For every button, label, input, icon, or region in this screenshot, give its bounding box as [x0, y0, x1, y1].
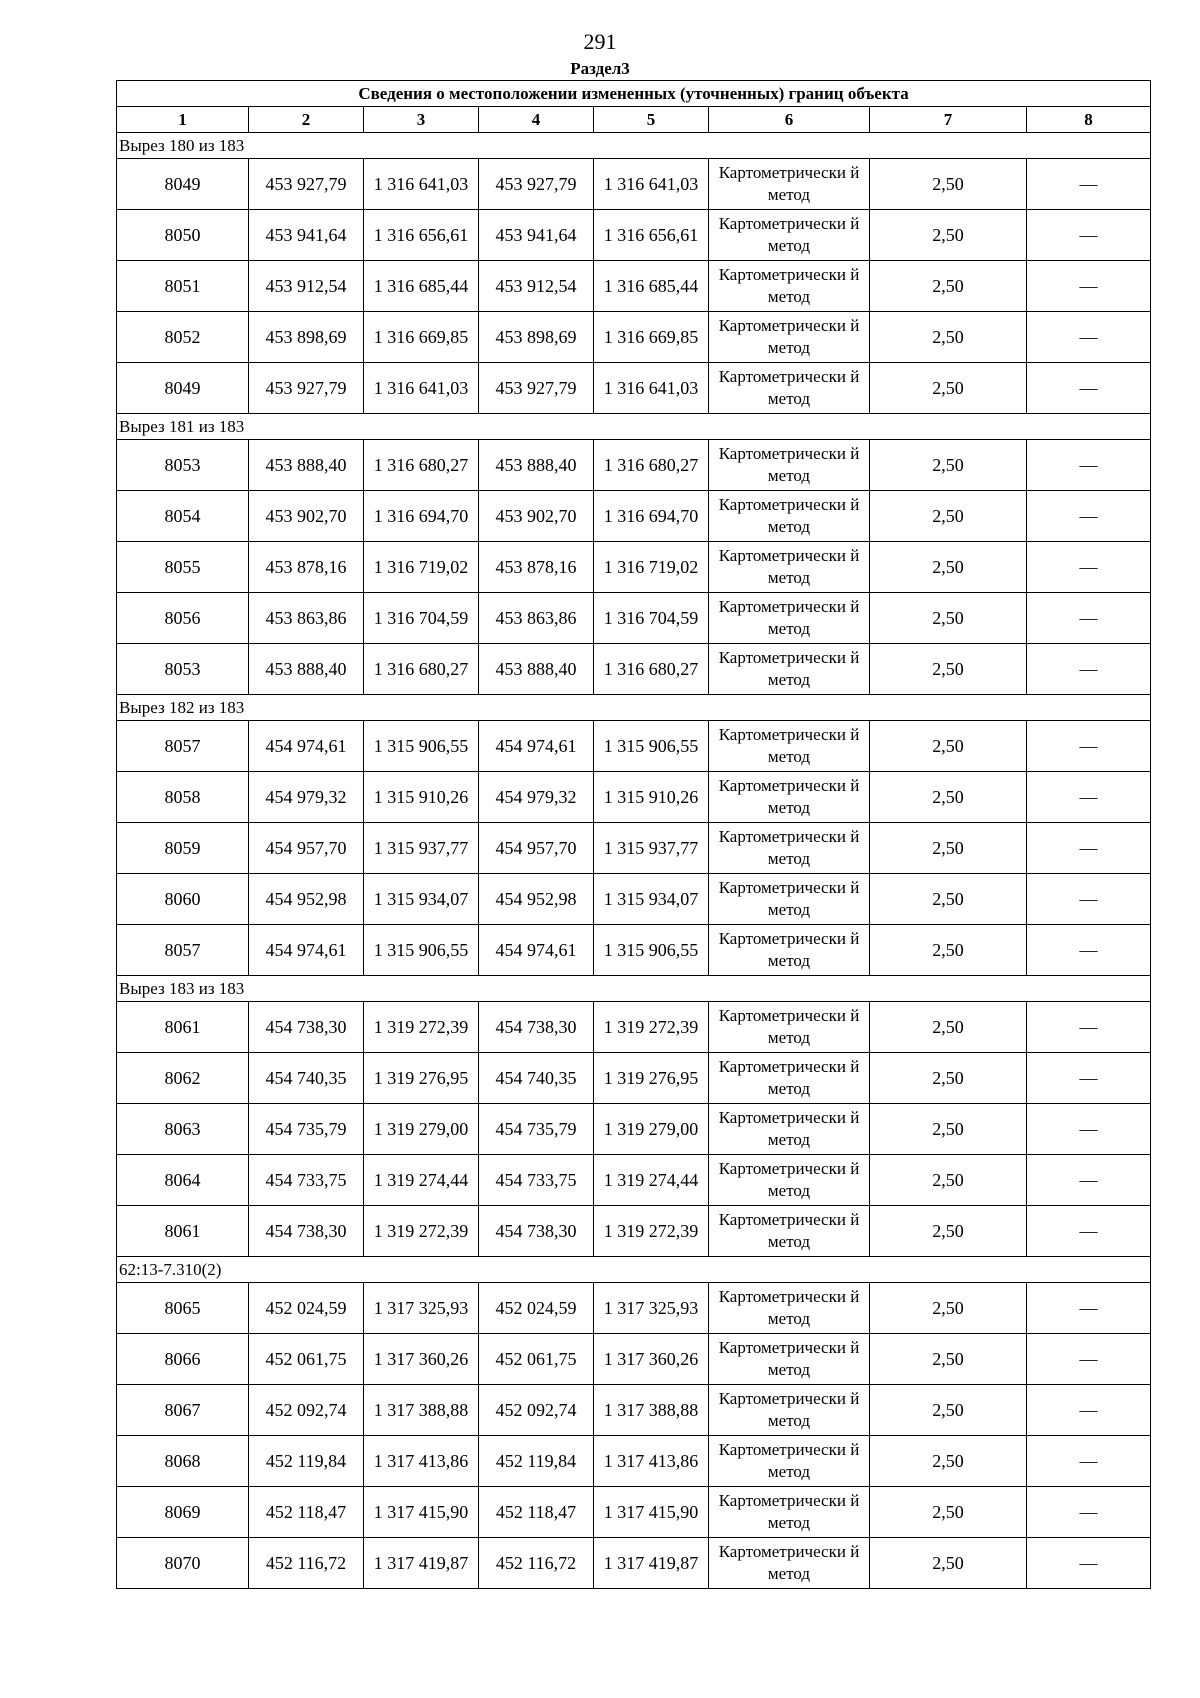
point-number-cell: 8053	[117, 440, 249, 491]
x-existing-cell: 453 941,64	[249, 210, 364, 261]
y-existing-cell: 1 317 413,86	[364, 1436, 479, 1487]
y-existing-cell: 1 315 934,07	[364, 874, 479, 925]
accuracy-cell: 2,50	[870, 159, 1027, 210]
x-new-cell: 454 733,75	[479, 1155, 594, 1206]
method-cell: Картометрически й метод	[709, 1053, 870, 1104]
x-new-cell: 452 024,59	[479, 1283, 594, 1334]
x-new-cell: 452 092,74	[479, 1385, 594, 1436]
description-cell: —	[1027, 210, 1151, 261]
table-row	[117, 1053, 1151, 1104]
point-number-cell: 8059	[117, 823, 249, 874]
column-header-8: 8	[1027, 107, 1151, 133]
column-header-2: 2	[249, 107, 364, 133]
y-new-cell: 1 315 910,26	[594, 772, 709, 823]
description-cell: —	[1027, 593, 1151, 644]
x-new-cell: 454 738,30	[479, 1002, 594, 1053]
point-number-cell: 8050	[117, 210, 249, 261]
y-new-cell: 1 316 685,44	[594, 261, 709, 312]
method-cell: Картометрически й метод	[709, 159, 870, 210]
point-number-cell: 8066	[117, 1334, 249, 1385]
method-cell: Картометрически й метод	[709, 1334, 870, 1385]
x-new-cell: 452 118,47	[479, 1487, 594, 1538]
y-existing-cell: 1 319 272,39	[364, 1002, 479, 1053]
method-cell: Картометрически й метод	[709, 1487, 870, 1538]
point-number-cell: 8067	[117, 1385, 249, 1436]
y-existing-cell: 1 319 274,44	[364, 1155, 479, 1206]
y-existing-cell: 1 316 656,61	[364, 210, 479, 261]
y-existing-cell: 1 316 669,85	[364, 312, 479, 363]
point-number-cell: 8058	[117, 772, 249, 823]
point-number-cell: 8049	[117, 159, 249, 210]
x-new-cell: 453 912,54	[479, 261, 594, 312]
x-new-cell: 452 119,84	[479, 1436, 594, 1487]
method-cell: Картометрически й метод	[709, 1155, 870, 1206]
x-new-cell: 454 740,35	[479, 1053, 594, 1104]
table-row	[117, 1334, 1151, 1385]
method-cell: Картометрически й метод	[709, 644, 870, 695]
description-cell: —	[1027, 874, 1151, 925]
y-new-cell: 1 316 680,27	[594, 440, 709, 491]
column-header-1: 1	[117, 107, 249, 133]
method-cell: Картометрически й метод	[709, 925, 870, 976]
description-cell: —	[1027, 1206, 1151, 1257]
group-label: 62:13-7.310(2)	[117, 1257, 1151, 1283]
description-cell: —	[1027, 1385, 1151, 1436]
accuracy-cell: 2,50	[870, 440, 1027, 491]
description-cell: —	[1027, 721, 1151, 772]
accuracy-cell: 2,50	[870, 1436, 1027, 1487]
x-existing-cell: 452 116,72	[249, 1538, 364, 1589]
accuracy-cell: 2,50	[870, 1053, 1027, 1104]
y-new-cell: 1 316 656,61	[594, 210, 709, 261]
y-new-cell: 1 317 360,26	[594, 1334, 709, 1385]
method-cell: Картометрически й метод	[709, 363, 870, 414]
table-row	[117, 1538, 1151, 1589]
accuracy-cell: 2,50	[870, 874, 1027, 925]
x-existing-cell: 452 024,59	[249, 1283, 364, 1334]
accuracy-cell: 2,50	[870, 363, 1027, 414]
y-existing-cell: 1 316 680,27	[364, 644, 479, 695]
method-cell: Картометрически й метод	[709, 772, 870, 823]
y-new-cell: 1 316 680,27	[594, 644, 709, 695]
y-new-cell: 1 317 415,90	[594, 1487, 709, 1538]
table-row	[117, 1104, 1151, 1155]
accuracy-cell: 2,50	[870, 491, 1027, 542]
accuracy-cell: 2,50	[870, 1385, 1027, 1436]
y-new-cell: 1 317 419,87	[594, 1538, 709, 1589]
x-existing-cell: 454 733,75	[249, 1155, 364, 1206]
group-label: Вырез 182 из 183	[117, 695, 1151, 721]
y-new-cell: 1 319 272,39	[594, 1002, 709, 1053]
x-new-cell: 453 898,69	[479, 312, 594, 363]
table-row	[117, 874, 1151, 925]
y-new-cell: 1 319 276,95	[594, 1053, 709, 1104]
description-cell: —	[1027, 312, 1151, 363]
x-new-cell: 452 116,72	[479, 1538, 594, 1589]
accuracy-cell: 2,50	[870, 1002, 1027, 1053]
description-cell: —	[1027, 1155, 1151, 1206]
page-number: 291	[583, 29, 617, 54]
x-existing-cell: 454 952,98	[249, 874, 364, 925]
x-new-cell: 454 952,98	[479, 874, 594, 925]
x-new-cell: 454 979,32	[479, 772, 594, 823]
point-number-cell: 8051	[117, 261, 249, 312]
y-existing-cell: 1 316 704,59	[364, 593, 479, 644]
description-cell: —	[1027, 1002, 1151, 1053]
x-new-cell: 453 927,79	[479, 363, 594, 414]
table-row	[117, 1002, 1151, 1053]
method-cell: Картометрически й метод	[709, 210, 870, 261]
y-existing-cell: 1 315 906,55	[364, 721, 479, 772]
x-new-cell: 454 974,61	[479, 721, 594, 772]
description-cell: —	[1027, 1436, 1151, 1487]
table-row	[117, 1436, 1151, 1487]
group-header-row	[117, 695, 1151, 721]
description-cell: —	[1027, 1104, 1151, 1155]
y-new-cell: 1 315 934,07	[594, 874, 709, 925]
column-header-4: 4	[479, 107, 594, 133]
x-existing-cell: 452 118,47	[249, 1487, 364, 1538]
x-existing-cell: 453 902,70	[249, 491, 364, 542]
method-cell: Картометрически й метод	[709, 593, 870, 644]
table-row	[117, 440, 1151, 491]
y-existing-cell: 1 317 388,88	[364, 1385, 479, 1436]
x-existing-cell: 453 878,16	[249, 542, 364, 593]
method-cell: Картометрически й метод	[709, 312, 870, 363]
table-row	[117, 1487, 1151, 1538]
x-new-cell: 453 888,40	[479, 440, 594, 491]
method-cell: Картометрически й метод	[709, 1436, 870, 1487]
accuracy-cell: 2,50	[870, 1283, 1027, 1334]
x-existing-cell: 452 119,84	[249, 1436, 364, 1487]
accuracy-cell: 2,50	[870, 542, 1027, 593]
table-row	[117, 363, 1151, 414]
table-row	[117, 542, 1151, 593]
point-number-cell: 8063	[117, 1104, 249, 1155]
x-new-cell: 454 738,30	[479, 1206, 594, 1257]
accuracy-cell: 2,50	[870, 644, 1027, 695]
accuracy-cell: 2,50	[870, 1155, 1027, 1206]
x-existing-cell: 454 974,61	[249, 721, 364, 772]
accuracy-cell: 2,50	[870, 312, 1027, 363]
x-new-cell: 453 888,40	[479, 644, 594, 695]
description-cell: —	[1027, 1334, 1151, 1385]
y-existing-cell: 1 316 685,44	[364, 261, 479, 312]
accuracy-cell: 2,50	[870, 261, 1027, 312]
section-label: Раздел3	[570, 59, 630, 78]
accuracy-cell: 2,50	[870, 593, 1027, 644]
y-new-cell: 1 317 413,86	[594, 1436, 709, 1487]
x-new-cell: 454 735,79	[479, 1104, 594, 1155]
x-existing-cell: 453 898,69	[249, 312, 364, 363]
method-cell: Картометрически й метод	[709, 823, 870, 874]
y-new-cell: 1 317 325,93	[594, 1283, 709, 1334]
method-cell: Картометрически й метод	[709, 874, 870, 925]
table-row	[117, 261, 1151, 312]
description-cell: —	[1027, 1538, 1151, 1589]
table-row	[117, 491, 1151, 542]
description-cell: —	[1027, 823, 1151, 874]
x-new-cell: 453 927,79	[479, 159, 594, 210]
group-header-row	[117, 976, 1151, 1002]
point-number-cell: 8052	[117, 312, 249, 363]
table-row	[117, 823, 1151, 874]
y-new-cell: 1 319 272,39	[594, 1206, 709, 1257]
y-new-cell: 1 316 694,70	[594, 491, 709, 542]
y-existing-cell: 1 317 415,90	[364, 1487, 479, 1538]
y-new-cell: 1 319 274,44	[594, 1155, 709, 1206]
table-row	[117, 644, 1151, 695]
method-cell: Картометрически й метод	[709, 1104, 870, 1155]
y-existing-cell: 1 316 694,70	[364, 491, 479, 542]
method-cell: Картометрически й метод	[709, 261, 870, 312]
y-existing-cell: 1 315 937,77	[364, 823, 479, 874]
y-existing-cell: 1 319 276,95	[364, 1053, 479, 1104]
x-existing-cell: 454 735,79	[249, 1104, 364, 1155]
x-existing-cell: 454 738,30	[249, 1206, 364, 1257]
x-existing-cell: 453 863,86	[249, 593, 364, 644]
description-cell: —	[1027, 1283, 1151, 1334]
x-existing-cell: 453 927,79	[249, 159, 364, 210]
method-cell: Картометрически й метод	[709, 1385, 870, 1436]
description-cell: —	[1027, 159, 1151, 210]
point-number-cell: 8062	[117, 1053, 249, 1104]
y-new-cell: 1 316 704,59	[594, 593, 709, 644]
table-row	[117, 159, 1151, 210]
group-label: Вырез 181 из 183	[117, 414, 1151, 440]
x-existing-cell: 452 061,75	[249, 1334, 364, 1385]
table-row	[117, 772, 1151, 823]
table-row	[117, 1283, 1151, 1334]
accuracy-cell: 2,50	[870, 721, 1027, 772]
description-cell: —	[1027, 363, 1151, 414]
table-row	[117, 721, 1151, 772]
description-cell: —	[1027, 542, 1151, 593]
y-new-cell: 1 315 937,77	[594, 823, 709, 874]
group-header-row	[117, 133, 1151, 159]
x-existing-cell: 454 740,35	[249, 1053, 364, 1104]
table-row	[117, 1385, 1151, 1436]
method-cell: Картометрически й метод	[709, 1283, 870, 1334]
y-existing-cell: 1 317 360,26	[364, 1334, 479, 1385]
x-new-cell: 453 878,16	[479, 542, 594, 593]
accuracy-cell: 2,50	[870, 210, 1027, 261]
y-existing-cell: 1 315 906,55	[364, 925, 479, 976]
table-row	[117, 210, 1151, 261]
table-body	[117, 133, 1151, 1589]
table-row	[117, 1155, 1151, 1206]
column-header-5: 5	[594, 107, 709, 133]
column-header-3: 3	[364, 107, 479, 133]
description-cell: —	[1027, 925, 1151, 976]
table-row	[117, 1206, 1151, 1257]
y-new-cell: 1 316 641,03	[594, 363, 709, 414]
x-new-cell: 453 941,64	[479, 210, 594, 261]
x-existing-cell: 453 927,79	[249, 363, 364, 414]
x-existing-cell: 454 974,61	[249, 925, 364, 976]
y-new-cell: 1 319 279,00	[594, 1104, 709, 1155]
y-new-cell: 1 315 906,55	[594, 925, 709, 976]
point-number-cell: 8065	[117, 1283, 249, 1334]
y-existing-cell: 1 317 419,87	[364, 1538, 479, 1589]
y-new-cell: 1 315 906,55	[594, 721, 709, 772]
y-existing-cell: 1 316 680,27	[364, 440, 479, 491]
x-new-cell: 454 974,61	[479, 925, 594, 976]
description-cell: —	[1027, 261, 1151, 312]
x-existing-cell: 453 888,40	[249, 440, 364, 491]
accuracy-cell: 2,50	[870, 823, 1027, 874]
y-existing-cell: 1 319 272,39	[364, 1206, 479, 1257]
column-header-6: 6	[709, 107, 870, 133]
description-cell: —	[1027, 1487, 1151, 1538]
y-existing-cell: 1 317 325,93	[364, 1283, 479, 1334]
y-new-cell: 1 316 719,02	[594, 542, 709, 593]
y-existing-cell: 1 316 641,03	[364, 363, 479, 414]
method-cell: Картометрически й метод	[709, 491, 870, 542]
accuracy-cell: 2,50	[870, 1538, 1027, 1589]
accuracy-cell: 2,50	[870, 1487, 1027, 1538]
description-cell: —	[1027, 1053, 1151, 1104]
point-number-cell: 8057	[117, 925, 249, 976]
boundary-coordinates-table	[116, 80, 1151, 1589]
accuracy-cell: 2,50	[870, 1206, 1027, 1257]
table-title: Сведения о местоположении измененных (уточненных) границ объекта	[117, 81, 1151, 107]
method-cell: Картометрически й метод	[709, 542, 870, 593]
point-number-cell: 8057	[117, 721, 249, 772]
method-cell: Картометрически й метод	[709, 1206, 870, 1257]
table-row	[117, 312, 1151, 363]
y-new-cell: 1 316 669,85	[594, 312, 709, 363]
point-number-cell: 8060	[117, 874, 249, 925]
x-existing-cell: 452 092,74	[249, 1385, 364, 1436]
y-new-cell: 1 317 388,88	[594, 1385, 709, 1436]
point-number-cell: 8064	[117, 1155, 249, 1206]
table-row	[117, 593, 1151, 644]
y-new-cell: 1 316 641,03	[594, 159, 709, 210]
group-header-row	[117, 1257, 1151, 1283]
group-label: Вырез 183 из 183	[117, 976, 1151, 1002]
accuracy-cell: 2,50	[870, 772, 1027, 823]
x-existing-cell: 453 888,40	[249, 644, 364, 695]
x-new-cell: 454 957,70	[479, 823, 594, 874]
method-cell: Картометрически й метод	[709, 440, 870, 491]
point-number-cell: 8053	[117, 644, 249, 695]
x-existing-cell: 454 957,70	[249, 823, 364, 874]
x-new-cell: 452 061,75	[479, 1334, 594, 1385]
description-cell: —	[1027, 440, 1151, 491]
x-new-cell: 453 902,70	[479, 491, 594, 542]
point-number-cell: 8055	[117, 542, 249, 593]
description-cell: —	[1027, 644, 1151, 695]
group-label: Вырез 180 из 183	[117, 133, 1151, 159]
point-number-cell: 8049	[117, 363, 249, 414]
y-existing-cell: 1 315 910,26	[364, 772, 479, 823]
description-cell: —	[1027, 491, 1151, 542]
x-existing-cell: 454 979,32	[249, 772, 364, 823]
point-number-cell: 8061	[117, 1206, 249, 1257]
point-number-cell: 8056	[117, 593, 249, 644]
accuracy-cell: 2,50	[870, 1334, 1027, 1385]
y-existing-cell: 1 316 641,03	[364, 159, 479, 210]
point-number-cell: 8054	[117, 491, 249, 542]
point-number-cell: 8061	[117, 1002, 249, 1053]
accuracy-cell: 2,50	[870, 1104, 1027, 1155]
column-header-7: 7	[870, 107, 1027, 133]
column-header-row	[117, 107, 1151, 133]
x-new-cell: 453 863,86	[479, 593, 594, 644]
y-existing-cell: 1 319 279,00	[364, 1104, 479, 1155]
point-number-cell: 8070	[117, 1538, 249, 1589]
x-existing-cell: 453 912,54	[249, 261, 364, 312]
description-cell: —	[1027, 772, 1151, 823]
y-existing-cell: 1 316 719,02	[364, 542, 479, 593]
point-number-cell: 8069	[117, 1487, 249, 1538]
point-number-cell: 8068	[117, 1436, 249, 1487]
method-cell: Картометрически й метод	[709, 1002, 870, 1053]
x-existing-cell: 454 738,30	[249, 1002, 364, 1053]
method-cell: Картометрически й метод	[709, 1538, 870, 1589]
group-header-row	[117, 414, 1151, 440]
method-cell: Картометрически й метод	[709, 721, 870, 772]
table-row	[117, 925, 1151, 976]
accuracy-cell: 2,50	[870, 925, 1027, 976]
